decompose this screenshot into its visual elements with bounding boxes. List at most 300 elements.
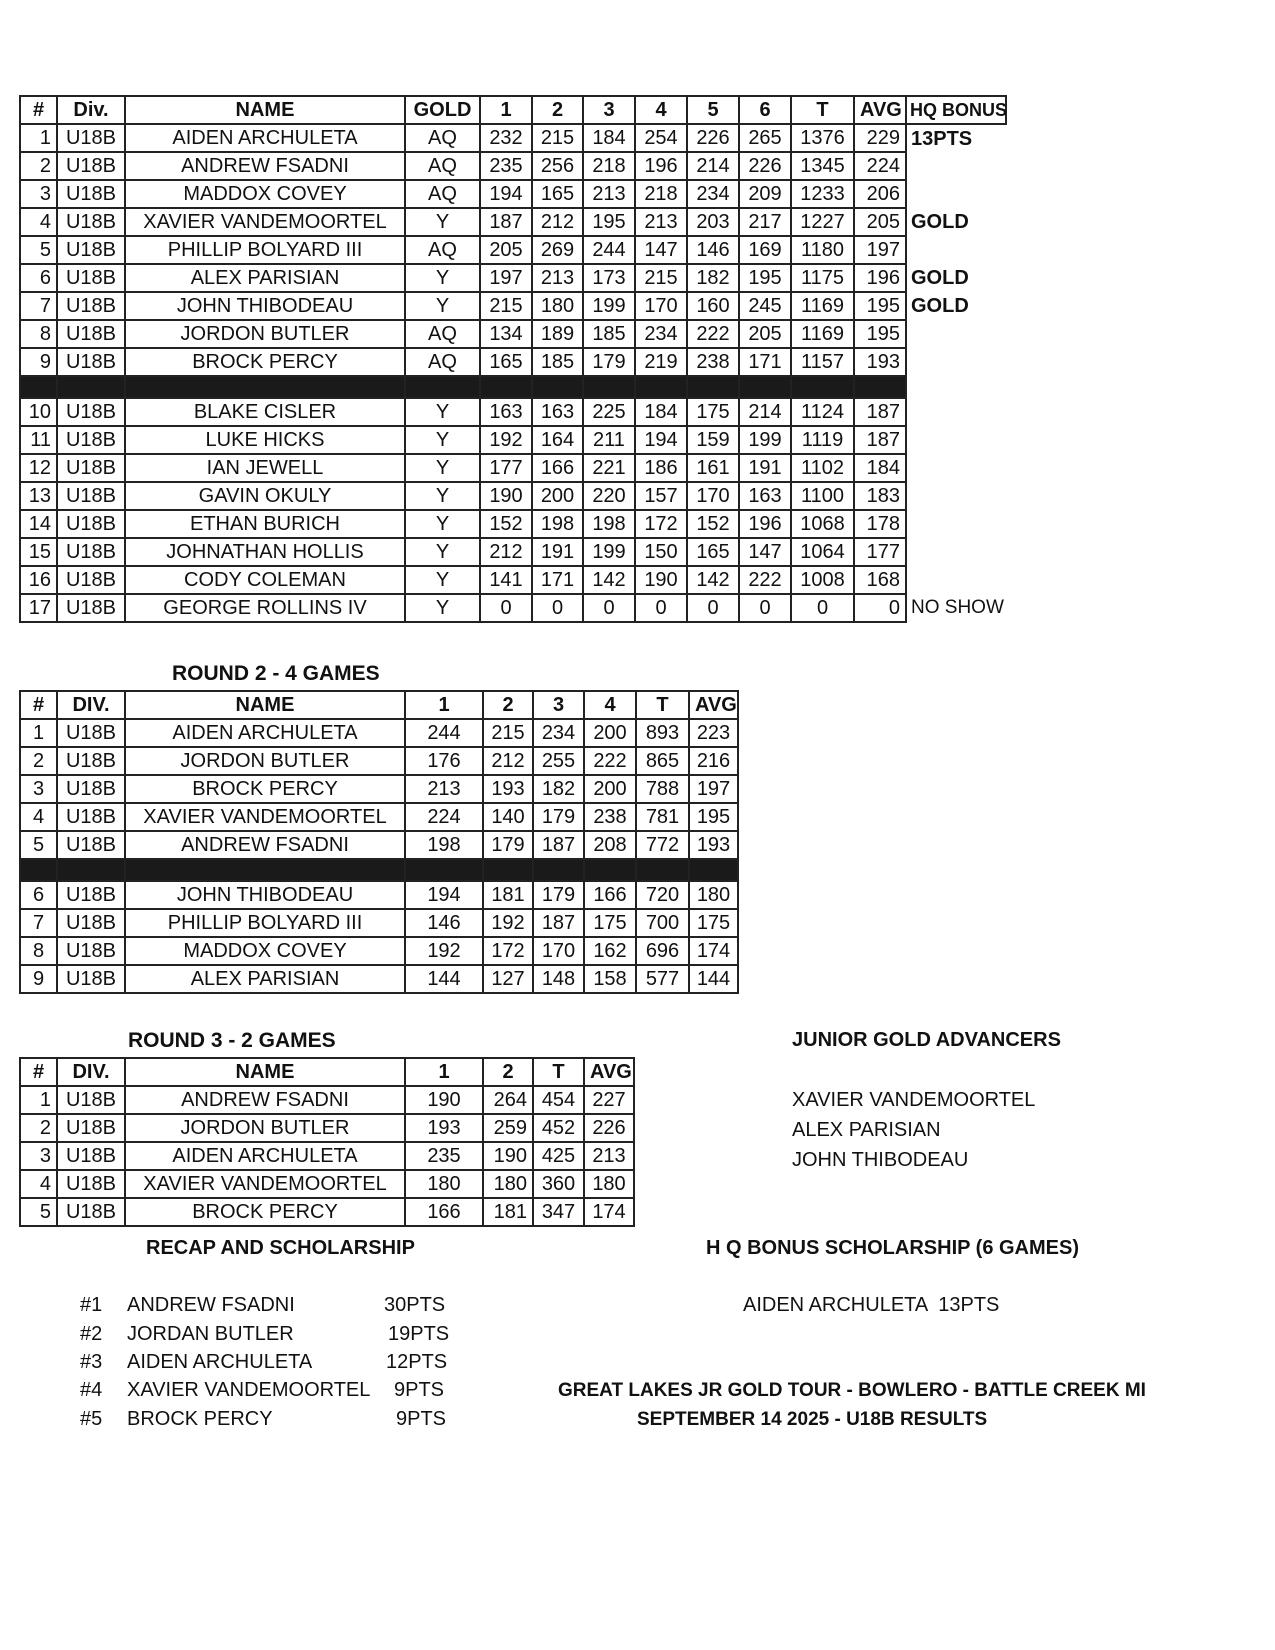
advancer-name: ALEX PARISIAN <box>792 1119 941 1141</box>
table-cell: 180 <box>689 881 738 909</box>
recap-rank: #2 <box>80 1323 103 1345</box>
table-row <box>20 594 1006 622</box>
table-row <box>20 719 738 747</box>
table-cell: U18B <box>57 236 125 264</box>
column-header: T <box>533 1058 584 1086</box>
table-cell: 10 <box>20 398 57 426</box>
table-cell: 195 <box>739 264 791 292</box>
table-cell: 147 <box>739 538 791 566</box>
table-cell: PHILLIP BOLYARD III <box>125 236 405 264</box>
table-cell: 215 <box>480 292 532 320</box>
column-header: 3 <box>583 96 635 124</box>
round2-header-row <box>20 691 738 719</box>
table-cell: 234 <box>687 180 739 208</box>
table-cell: 179 <box>583 348 635 376</box>
table-cell: 0 <box>583 594 635 622</box>
table-cell: 196 <box>854 264 906 292</box>
table-cell: 147 <box>635 236 687 264</box>
table-cell: Y <box>405 398 480 426</box>
table-row <box>20 566 1006 594</box>
table-row <box>20 482 1006 510</box>
table-cell: 180 <box>532 292 583 320</box>
table-cell: 229 <box>854 124 906 152</box>
table-cell: 187 <box>533 831 584 859</box>
table-cell: 238 <box>584 803 636 831</box>
table-cell: 3 <box>20 775 57 803</box>
table-cell: 209 <box>739 180 791 208</box>
table-cell: 222 <box>584 747 636 775</box>
table-row <box>20 1198 634 1226</box>
table-cell: 166 <box>405 1198 483 1226</box>
table-cell: 772 <box>636 831 689 859</box>
table-row <box>20 398 1006 426</box>
table-cell: 179 <box>483 831 533 859</box>
table-cell: 220 <box>583 482 635 510</box>
table-cell: 0 <box>854 594 906 622</box>
table-cell: 13PTS <box>911 127 973 150</box>
cut-line-cell <box>125 376 405 398</box>
table-row <box>20 538 1006 566</box>
table-cell: 6 <box>20 264 57 292</box>
table-cell: 3 <box>20 180 57 208</box>
column-header: Div. <box>57 96 125 124</box>
round3-header-row <box>20 1058 634 1086</box>
column-header: 1 <box>480 96 532 124</box>
table-cell: 200 <box>584 719 636 747</box>
table-cell: 265 <box>739 124 791 152</box>
table-row <box>20 320 1006 348</box>
table-cell: ALEX PARISIAN <box>125 965 405 993</box>
table-cell: 199 <box>583 292 635 320</box>
table-row <box>20 831 738 859</box>
table-cell: 176 <box>405 747 483 775</box>
table-cell: U18B <box>57 803 125 831</box>
table-cell: 178 <box>854 510 906 538</box>
cut-line-cell <box>584 859 636 881</box>
table-cell: Y <box>405 208 480 236</box>
table-cell: U18B <box>57 1198 125 1226</box>
table-row <box>20 152 1006 180</box>
table-cell: 6 <box>20 881 57 909</box>
table-cell: 217 <box>739 208 791 236</box>
table-cell: 187 <box>533 909 584 937</box>
table-cell: 1227 <box>791 208 854 236</box>
table-cell <box>906 538 1006 566</box>
table-cell: 190 <box>483 1142 533 1170</box>
table-cell: MADDOX COVEY <box>125 937 405 965</box>
table-cell: 190 <box>405 1086 483 1114</box>
table-cell: 425 <box>533 1142 584 1170</box>
table-cell: U18B <box>57 426 125 454</box>
table-cell: 5 <box>20 1198 57 1226</box>
table-cell: ANDREW FSADNI <box>125 152 405 180</box>
table-row <box>20 348 1006 376</box>
table-cell <box>906 398 1006 426</box>
table-cell: AIDEN ARCHULETA <box>125 719 405 747</box>
recap-name: XAVIER VANDEMOORTEL <box>127 1379 371 1401</box>
table-cell <box>906 566 1006 594</box>
table-cell: 7 <box>20 909 57 937</box>
cut-line-cell <box>687 376 739 398</box>
table-cell: 1175 <box>791 264 854 292</box>
table-cell: 1 <box>20 1086 57 1114</box>
table-cell: 180 <box>405 1170 483 1198</box>
table-cell: 1068 <box>791 510 854 538</box>
column-header: 4 <box>635 96 687 124</box>
table-cell: BLAKE CISLER <box>125 398 405 426</box>
table-cell: 165 <box>532 180 583 208</box>
table-cell: 177 <box>480 454 532 482</box>
column-header: HQ BONUS <box>906 96 1006 124</box>
table-cell: 0 <box>791 594 854 622</box>
table-cell: 1169 <box>791 320 854 348</box>
column-header: 1 <box>405 691 483 719</box>
recap-rank: #5 <box>80 1408 103 1430</box>
table-cell: 781 <box>636 803 689 831</box>
table-row <box>20 124 1006 152</box>
table-cell: 205 <box>854 208 906 236</box>
table-row <box>20 909 738 937</box>
round3-table <box>19 1057 635 1227</box>
table-cell: 146 <box>687 236 739 264</box>
table-cell: 226 <box>739 152 791 180</box>
table-cell: 148 <box>533 965 584 993</box>
table-cell: 269 <box>532 236 583 264</box>
table-cell: 168 <box>854 566 906 594</box>
table-row <box>20 292 1006 320</box>
table-cell: 165 <box>687 538 739 566</box>
table-cell: 235 <box>480 152 532 180</box>
table-cell: Y <box>405 454 480 482</box>
advancer-name: JOHN THIBODEAU <box>792 1149 969 1171</box>
table-cell: 452 <box>533 1114 584 1142</box>
table-row <box>20 208 1006 236</box>
table-cell: 173 <box>583 264 635 292</box>
table-cell: 224 <box>405 803 483 831</box>
table-cell: 142 <box>687 566 739 594</box>
table-cell: 14 <box>20 510 57 538</box>
column-header: 3 <box>533 691 584 719</box>
table-cell: Y <box>405 426 480 454</box>
table-cell: 16 <box>20 566 57 594</box>
column-header: NAME <box>125 96 405 124</box>
table-cell: 194 <box>480 180 532 208</box>
table-cell: U18B <box>57 454 125 482</box>
table-cell: 9 <box>20 348 57 376</box>
table-cell: 347 <box>533 1198 584 1226</box>
event-date: SEPTEMBER 14 2025 - U18B RESULTS <box>637 1409 988 1430</box>
table-cell: 1119 <box>791 426 854 454</box>
table-cell: 166 <box>584 881 636 909</box>
table-cell: 205 <box>480 236 532 264</box>
cut-line-cell <box>791 376 854 398</box>
table-cell: Y <box>405 538 480 566</box>
table-cell <box>906 320 1006 348</box>
table-row <box>20 775 738 803</box>
table-cell: GAVIN OKULY <box>125 482 405 510</box>
table-cell: 200 <box>532 482 583 510</box>
table-cell: 152 <box>480 510 532 538</box>
table-cell: 454 <box>533 1086 584 1114</box>
table-cell: 177 <box>854 538 906 566</box>
table-cell: 163 <box>480 398 532 426</box>
recap-name: AIDEN ARCHULETA <box>127 1351 313 1373</box>
table-cell: 577 <box>636 965 689 993</box>
table-cell: 213 <box>405 775 483 803</box>
table-cell: 197 <box>854 236 906 264</box>
table-cell: 194 <box>635 426 687 454</box>
table-cell: 259 <box>483 1114 533 1142</box>
cut-line-cell <box>636 859 689 881</box>
column-header: GOLD <box>405 96 480 124</box>
table-cell: 180 <box>483 1170 533 1198</box>
recap-points: 12PTS <box>386 1351 448 1373</box>
table-cell: GOLD <box>911 295 969 317</box>
table-cell: ETHAN BURICH <box>125 510 405 538</box>
table-row <box>20 426 1006 454</box>
table-cell: 206 <box>854 180 906 208</box>
table-cell: U18B <box>57 1114 125 1142</box>
recap-name: JORDAN BUTLER <box>127 1323 294 1345</box>
table-cell: 164 <box>532 426 583 454</box>
table-cell: U18B <box>57 881 125 909</box>
table-cell: U18B <box>57 538 125 566</box>
table-cell: 146 <box>405 909 483 937</box>
table-cell: 185 <box>532 348 583 376</box>
table-cell: 187 <box>854 398 906 426</box>
table-cell: 216 <box>689 747 738 775</box>
cut-line-cell <box>854 376 906 398</box>
table-cell: U18B <box>57 510 125 538</box>
column-header: DIV. <box>57 691 125 719</box>
table-row <box>20 881 738 909</box>
table-cell: 212 <box>532 208 583 236</box>
table-row <box>20 510 1006 538</box>
table-cell: 205 <box>739 320 791 348</box>
table-cell: 194 <box>405 881 483 909</box>
table-cell: 191 <box>532 538 583 566</box>
table-cell: 12 <box>20 454 57 482</box>
table-cell: 175 <box>689 909 738 937</box>
table-row <box>20 1086 634 1114</box>
table-cell: 9 <box>20 965 57 993</box>
table-cell: 226 <box>584 1114 634 1142</box>
table-cell: 1008 <box>791 566 854 594</box>
table-cell: MADDOX COVEY <box>125 180 405 208</box>
table-cell: 893 <box>636 719 689 747</box>
recap-rank: #4 <box>80 1379 103 1401</box>
cut-line-cell <box>57 376 125 398</box>
table-cell: ANDREW FSADNI <box>125 1086 405 1114</box>
cut-line-cell <box>533 859 584 881</box>
recap-title: RECAP AND SCHOLARSHIP <box>146 1237 415 1259</box>
table-cell: 1124 <box>791 398 854 426</box>
table-cell: Y <box>405 510 480 538</box>
cut-line-cell <box>125 859 405 881</box>
round3-title: ROUND 3 - 2 GAMES <box>128 1029 336 1052</box>
table-cell: 360 <box>533 1170 584 1198</box>
table-cell: 179 <box>533 881 584 909</box>
column-header: DIV. <box>57 1058 125 1086</box>
table-cell: 215 <box>635 264 687 292</box>
table-cell: 171 <box>739 348 791 376</box>
table-cell: 15 <box>20 538 57 566</box>
table-cell: 1 <box>20 124 57 152</box>
table-cell: 8 <box>20 320 57 348</box>
table-cell: 255 <box>533 747 584 775</box>
table-cell: JORDON BUTLER <box>125 320 405 348</box>
table-cell: 245 <box>739 292 791 320</box>
column-header: 2 <box>483 1058 533 1086</box>
table-cell: 158 <box>584 965 636 993</box>
table-cell: 150 <box>635 538 687 566</box>
column-header: 6 <box>739 96 791 124</box>
cut-line-cell <box>405 859 483 881</box>
table-cell: 696 <box>636 937 689 965</box>
table-cell: U18B <box>57 566 125 594</box>
table-cell: 144 <box>405 965 483 993</box>
table-cell: 214 <box>687 152 739 180</box>
recap-points: 30PTS <box>384 1294 446 1316</box>
table-cell: 196 <box>635 152 687 180</box>
cut-line-row <box>20 376 1006 398</box>
table-cell: 3 <box>20 1142 57 1170</box>
table-cell: 221 <box>583 454 635 482</box>
table-cell: 162 <box>584 937 636 965</box>
table-cell: U18B <box>57 965 125 993</box>
table-cell: U18B <box>57 1142 125 1170</box>
table-cell: 4 <box>20 803 57 831</box>
table-row <box>20 965 738 993</box>
table-cell: Y <box>405 566 480 594</box>
table-row <box>20 1114 634 1142</box>
table-cell: ALEX PARISIAN <box>125 264 405 292</box>
table-cell: 203 <box>687 208 739 236</box>
table-cell: LUKE HICKS <box>125 426 405 454</box>
table-cell: BROCK PERCY <box>125 348 405 376</box>
table-cell: 184 <box>583 124 635 152</box>
column-header: # <box>20 691 57 719</box>
table-cell: 144 <box>689 965 738 993</box>
table-cell: 11 <box>20 426 57 454</box>
table-cell: 174 <box>584 1198 634 1226</box>
table-cell: 192 <box>405 937 483 965</box>
table-cell: U18B <box>57 320 125 348</box>
table-cell: 175 <box>687 398 739 426</box>
column-header: 2 <box>483 691 533 719</box>
table-cell: U18B <box>57 292 125 320</box>
table-cell: Y <box>405 292 480 320</box>
table-cell: XAVIER VANDEMOORTEL <box>125 803 405 831</box>
cut-line-cell <box>483 859 533 881</box>
table-row <box>20 264 1006 292</box>
table-cell: 8 <box>20 937 57 965</box>
table-cell: 195 <box>854 292 906 320</box>
table-cell: 198 <box>583 510 635 538</box>
table-cell: 256 <box>532 152 583 180</box>
table-cell <box>906 426 1006 454</box>
table-cell: Y <box>405 594 480 622</box>
table-cell: 5 <box>20 236 57 264</box>
column-header: AVG <box>689 691 738 719</box>
table-cell: 190 <box>635 566 687 594</box>
table-cell: 175 <box>584 909 636 937</box>
table-cell: 1102 <box>791 454 854 482</box>
table-cell: 1100 <box>791 482 854 510</box>
column-header: # <box>20 1058 57 1086</box>
column-header: 4 <box>584 691 636 719</box>
round1-header-row <box>20 96 1006 124</box>
table-cell: 218 <box>583 152 635 180</box>
table-cell: 1376 <box>791 124 854 152</box>
table-cell: 4 <box>20 208 57 236</box>
column-header: T <box>636 691 689 719</box>
table-cell: 142 <box>583 566 635 594</box>
table-cell: 197 <box>480 264 532 292</box>
table-cell: 1169 <box>791 292 854 320</box>
event-title: GREAT LAKES JR GOLD TOUR - BOWLERO - BATTLE CREEK MI <box>558 1380 1146 1401</box>
table-cell: U18B <box>57 719 125 747</box>
cut-line-cell <box>20 859 57 881</box>
cut-line-cell <box>739 376 791 398</box>
table-cell: 17 <box>20 594 57 622</box>
table-cell: 700 <box>636 909 689 937</box>
table-cell: IAN JEWELL <box>125 454 405 482</box>
table-cell: CODY COLEMAN <box>125 566 405 594</box>
table-cell: 163 <box>532 398 583 426</box>
table-cell: 199 <box>583 538 635 566</box>
table-cell: AQ <box>405 348 480 376</box>
hq-bonus-title: H Q BONUS SCHOLARSHIP (6 GAMES) <box>706 1237 1079 1259</box>
table-cell: U18B <box>57 398 125 426</box>
table-cell: 200 <box>584 775 636 803</box>
table-cell: 141 <box>480 566 532 594</box>
recap-name: BROCK PERCY <box>127 1408 273 1430</box>
table-cell: 2 <box>20 1114 57 1142</box>
table-cell: 171 <box>532 566 583 594</box>
table-row <box>20 1142 634 1170</box>
table-cell: 1345 <box>791 152 854 180</box>
table-cell: 192 <box>483 909 533 937</box>
table-cell: 198 <box>405 831 483 859</box>
table-cell: 184 <box>854 454 906 482</box>
table-cell: JOHNATHAN HOLLIS <box>125 538 405 566</box>
table-cell: 0 <box>739 594 791 622</box>
recap-rank: #1 <box>80 1294 103 1316</box>
cut-line-cell <box>20 376 57 398</box>
table-cell: 214 <box>739 398 791 426</box>
table-row <box>20 180 1006 208</box>
recap-points: 9PTS <box>396 1408 447 1430</box>
table-cell: 172 <box>483 937 533 965</box>
table-cell: 2 <box>20 747 57 775</box>
table-cell: 2 <box>20 152 57 180</box>
table-cell: 215 <box>532 124 583 152</box>
table-cell: 199 <box>739 426 791 454</box>
table-row <box>20 803 738 831</box>
table-cell: NO SHOW <box>911 597 1004 618</box>
table-cell: 157 <box>635 482 687 510</box>
cut-line-cell <box>689 859 738 881</box>
table-cell <box>906 152 1006 180</box>
table-cell: 165 <box>480 348 532 376</box>
table-cell: U18B <box>57 1170 125 1198</box>
table-cell: 184 <box>635 398 687 426</box>
table-cell: 174 <box>689 937 738 965</box>
table-cell: BROCK PERCY <box>125 1198 405 1226</box>
table-cell: 185 <box>583 320 635 348</box>
table-cell: U18B <box>57 208 125 236</box>
